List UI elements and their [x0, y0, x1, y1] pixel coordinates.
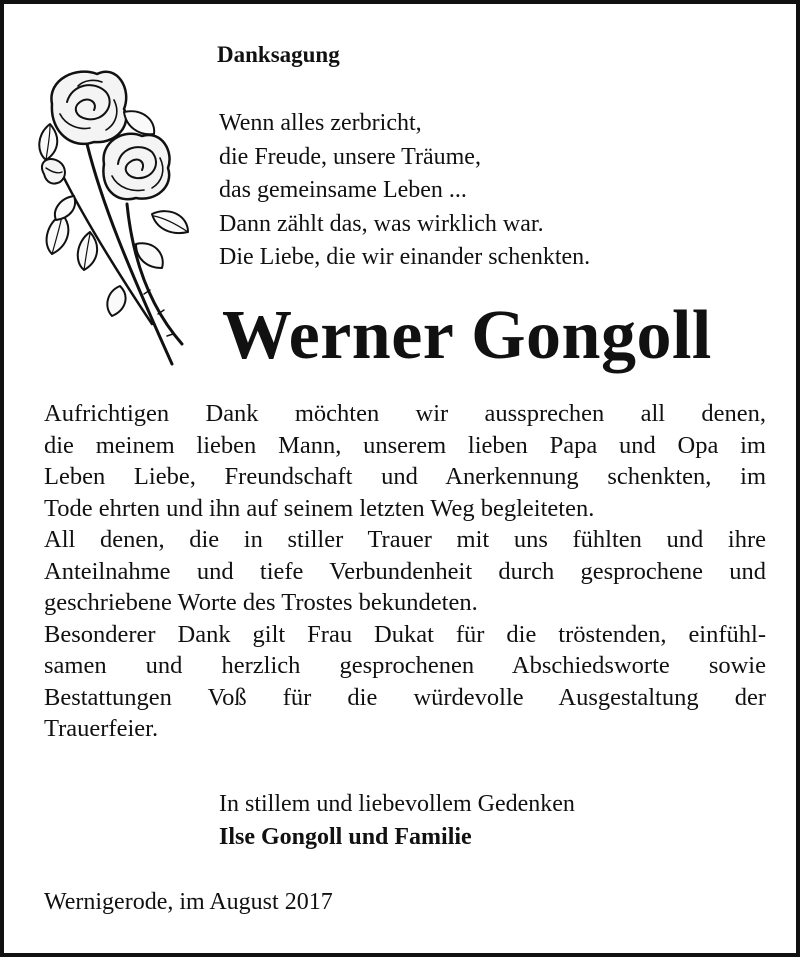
text-line: geschriebene Worte des Trostes bekundeten.	[44, 589, 478, 616]
poem-line: Die Liebe, die wir einander schenkten.	[219, 244, 591, 270]
text-line: Tode ehrten und ihn auf seinem letzten Weg begleiteten.	[44, 494, 595, 522]
poem-line: die Freude, unsere Träume,	[219, 143, 481, 170]
deceased-name: Werner Gongoll	[222, 297, 712, 374]
poem-line: das gemeinsame Leben ...	[219, 177, 467, 203]
text-line: Bestattungen Voß für die würdevolle Ausgestaltung der	[44, 683, 766, 711]
text-line: die meinem lieben Mann, unserem lieben Papa und Opa im	[44, 431, 766, 459]
poem	[219, 107, 590, 275]
text-line: Leben Liebe, Freundschaft und Anerkennung schenkten, im	[44, 463, 766, 490]
signature: Ilse Gongoll und Familie	[219, 824, 472, 850]
text-line: samen und herzlich gesprochenen Abschiedsworte sowie	[44, 652, 766, 679]
text-line: Anteilnahme und tiefe Verbundenheit durch gesprochene und	[44, 557, 766, 585]
notice-heading: Danksagung	[217, 42, 340, 67]
closing-line: In stillem und liebevollem Gedenken	[219, 791, 575, 817]
thanks-text	[44, 398, 766, 745]
poem-line: Dann zählt das, was wirklich war.	[219, 210, 544, 237]
closing-block	[219, 788, 575, 854]
text-line: Trauerfeier.	[44, 715, 159, 742]
text-line: Aufrichtigen Dank möchten wir aussprechen all denen,	[44, 400, 766, 427]
text-line: Besonderer Dank gilt Frau Dukat für die tröstenden, einfühl-	[44, 620, 766, 648]
poem-line: Wenn alles zerbricht,	[219, 110, 422, 136]
text-line: All denen, die in stiller Trauer mit uns fühlten und ihre	[44, 526, 766, 553]
roses-illustration	[32, 64, 197, 374]
place-date: Wernigerode, im August 2017	[44, 889, 333, 915]
